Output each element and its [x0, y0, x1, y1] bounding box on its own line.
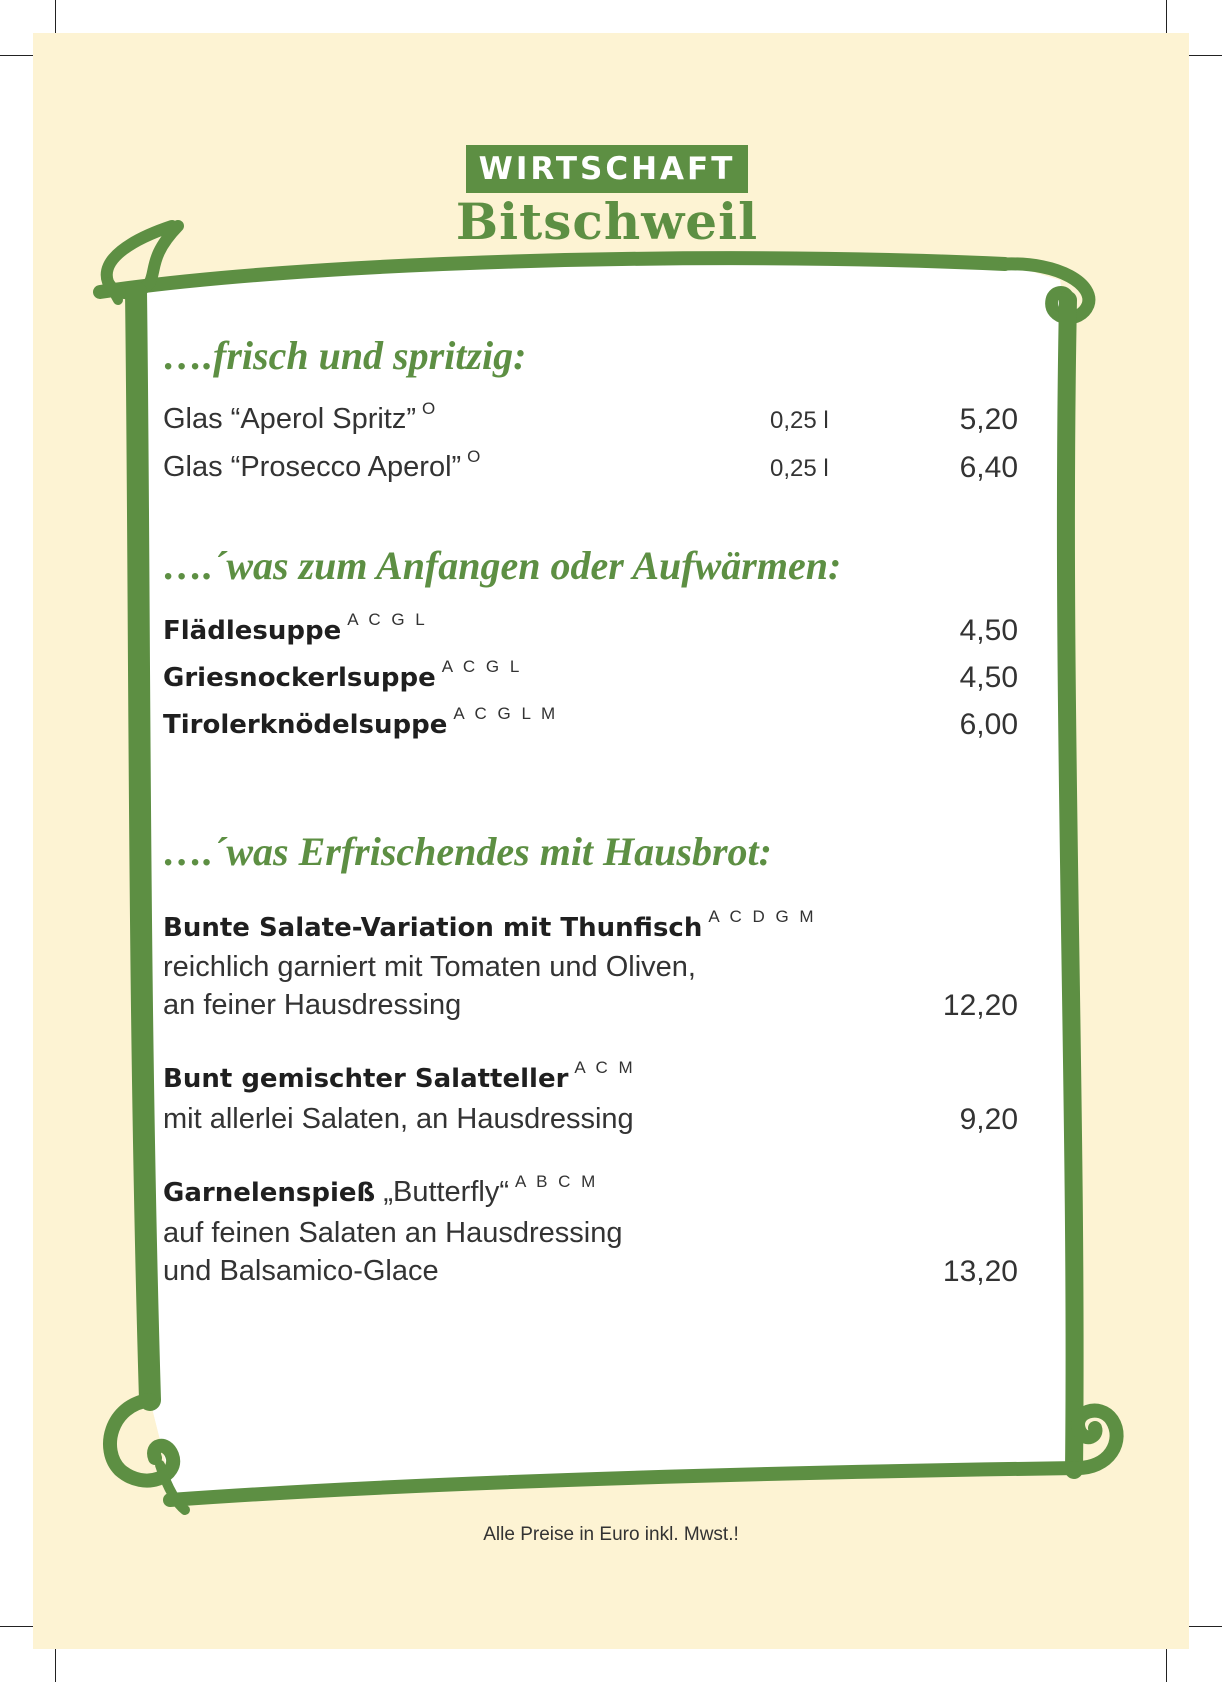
- item-name: Flädlesuppe $^{A C G L}$: [163, 610, 428, 646]
- price-note: Alle Preise in Euro inkl. Mwst.!: [483, 1524, 739, 1545]
- item-name: Glas “Aperol Spritz” $^O$: [163, 399, 439, 435]
- logo-bitschweil: Bitschweil: [455, 192, 759, 251]
- allergen-codes: A C M: [574, 1058, 636, 1077]
- item-description: reichlich garniert mit Tomaten und Oliven,: [163, 951, 696, 983]
- item-name: Griesnockerlsuppe $^{A C G L}$: [163, 657, 523, 693]
- item-price: 4,50: [959, 614, 1018, 647]
- item-description: und Balsamico-Glace: [163, 1255, 439, 1287]
- menu-item: [163, 610, 1018, 654]
- item-price: 4,50: [959, 661, 1018, 694]
- item-name: Bunte Salate-Variation mit Thunfisch $^{A C D G M}$: [163, 907, 817, 943]
- allergen-codes: A B C M: [515, 1172, 599, 1191]
- allergen-codes: A C G L: [347, 610, 428, 629]
- menu-item-title: [163, 1058, 1018, 1102]
- section-title: ….´was Erfrischendes mit Hausbrot:: [163, 829, 772, 874]
- logo-wirtschaft: WIRTSCHAFT: [466, 145, 748, 193]
- item-volume: 0,25 l: [770, 407, 829, 434]
- item-name: Garnelenspieß „Butterfly“ $^{A B C M}$: [163, 1172, 599, 1208]
- allergen-codes: O: [422, 399, 439, 418]
- item-description: auf feinen Salaten an Hausdressing: [163, 1217, 623, 1249]
- item-price: 6,40: [959, 451, 1018, 484]
- item-price: 6,00: [959, 708, 1018, 741]
- menu-item: [163, 447, 1018, 491]
- item-name: Glas “Prosecco Aperol” $^O$: [163, 447, 484, 483]
- item-price: 12,20: [942, 989, 1018, 1022]
- allergen-codes: A C D G M: [708, 907, 817, 926]
- item-name: Tirolerknödelsuppe $^{A C G L M}$: [163, 704, 559, 740]
- allergen-codes: A C G L: [441, 657, 523, 676]
- item-price: 9,20: [959, 1103, 1018, 1136]
- allergen-codes: A C G L M: [453, 704, 559, 723]
- item-name: Bunt gemischter Salatteller $^{A C M}$: [163, 1058, 636, 1094]
- menu-item: [163, 399, 1018, 443]
- menu-item: [163, 704, 1018, 748]
- item-price: 13,20: [942, 1255, 1018, 1288]
- menu-item: [163, 657, 1018, 701]
- item-description: mit allerlei Salaten, an Hausdressing: [163, 1103, 634, 1135]
- allergen-codes: O: [467, 447, 484, 466]
- item-volume: 0,25 l: [770, 455, 829, 482]
- item-description: an feiner Hausdressing: [163, 989, 462, 1021]
- section-title: ….frisch und spritzig:: [163, 333, 527, 378]
- section-title: ….´was zum Anfangen oder Aufwärmen:: [163, 543, 842, 588]
- item-price: 5,20: [959, 403, 1018, 436]
- menu-item-title: [163, 907, 1018, 951]
- menu-item-title: [163, 1172, 1018, 1216]
